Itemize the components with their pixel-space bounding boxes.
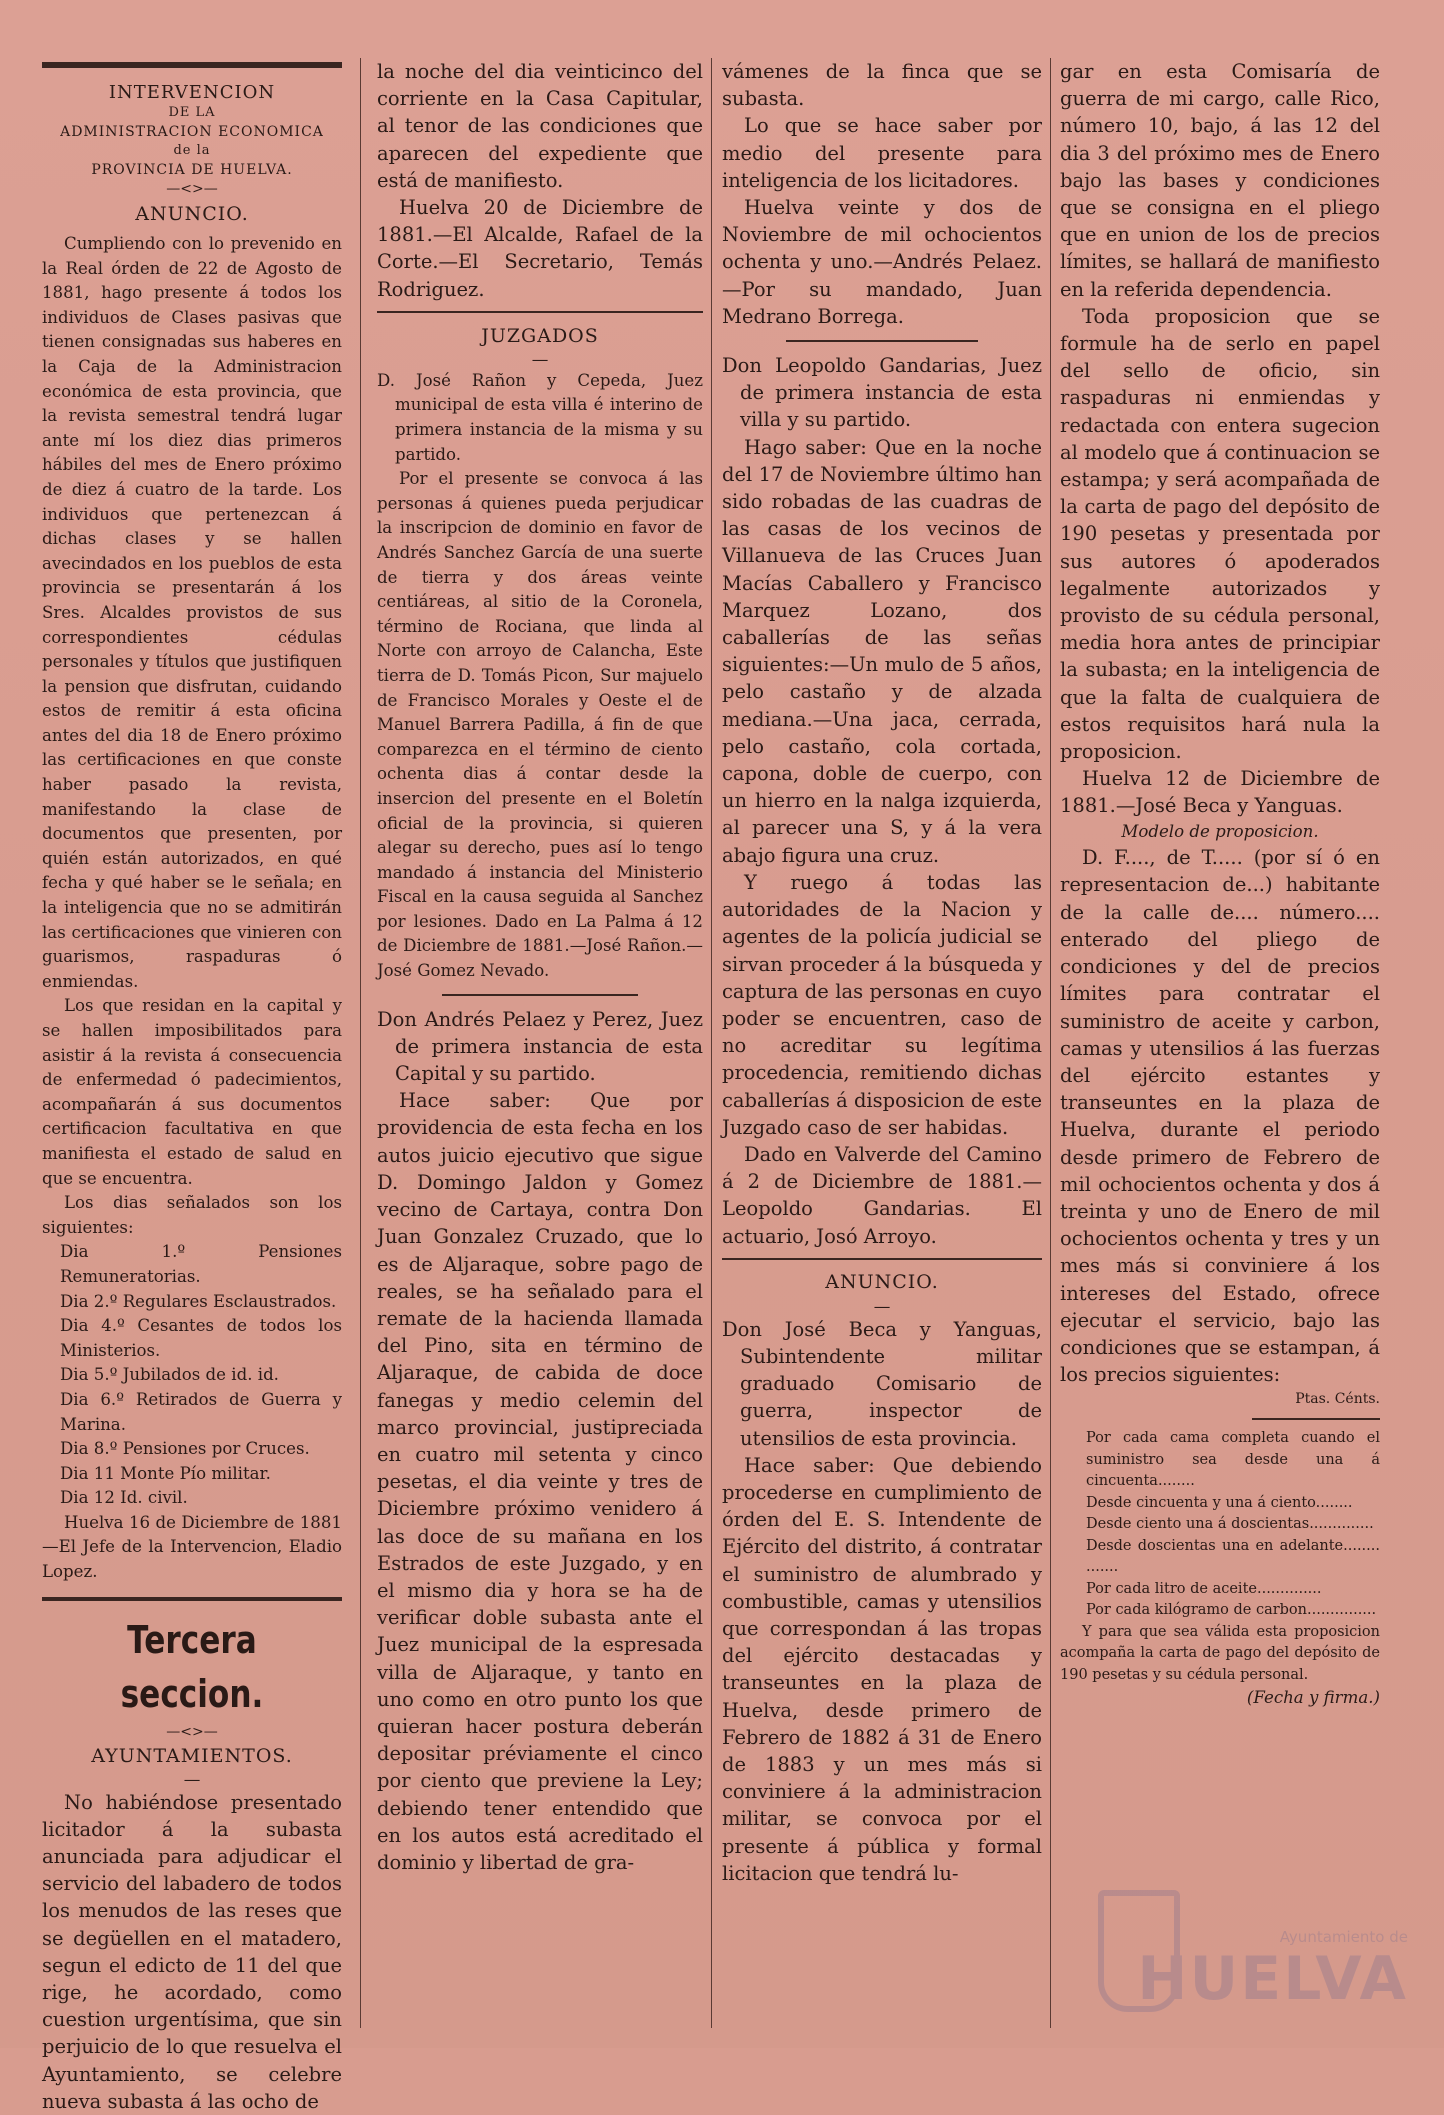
paragraph: Por el presente se convoca á las personas á quienes pueda perjudicar la inscripcion de dominio en favor de Andrés Sanchez García de una suerte de tierra y dos áreas veinte centiáreas, al sitio de la Coronela, término de Rociana, que linda al Norte con arroyo de Calancha, Este tierra de D. Tomás Picon, Sur majuelo de Francisco Morales y Oeste el de Manuel Barrera Padilla, á fin de que comparezca en el término de ciento ochenta dias á contar desde la insercion del presente en el Boletín oficial de la provincia, si quieren alegar su derecho, pues así lo tengo mandado á instancia del Ministerio Fiscal en la causa seguida al Sanchez por lesiones. Dado en La Palma á 12 de Diciembre de 1881.—José Rañon.—José Gomez Nevado. bbox=[377, 469, 703, 981]
signature: Dado en Valverde del Camino á 2 de Diciembre de 1881.—Leopoldo Gandarias. El actuario, Josó Arroyo. bbox=[722, 1142, 1042, 1248]
column-2: la noche del dia veinticinco del corriente en la Casa Capitular, al tenor de las condiciones que aparecen del expediente que está de manifiesto. Huelva 20 de Diciembre de 1881.—El Alcalde, Rafael de la Corte.—El Secretario, Temás Rodriguez. JUZGADOS — D. José Rañon y Cepeda, Juez municipal de esta villa é interino de primera instancia de la misma y su partido. Por el presente se convoca á las personas á quienes pueda perjudicar la inscripcion de dominio en favor de Andrés Sanchez García de una suerte de tierra y dos áreas veinte centiáreas, al sitio de la Coronela, término de Rociana, que linda al Norte con arroyo de Calancha, Este tierra de D. Tomás Picon, Sur majuelo de Francisco Morales y Oeste el de Manuel Barrera Padilla, á fin de que comparezca en el término de ciento ochenta dias á contar desde la insercion del presente en el Boletín oficial de la provincia, si quieren alegar su derecho, pues así lo tengo mandado á instancia del Ministerio Fiscal en la causa seguida al Sanchez por lesiones. Dado en La Palma á 12 de Diciembre de 1881.—José Rañon.—José Gomez Nevado. Don Andrés Pelaez y Perez, Juez de primera instancia de esta Capital y su partido. Hace saber: Que por providencia de esta fecha en los autos juicio ejecutivo que sigue D. Domingo Jaldon y Gomez vecino de Cartaya, contra Don Juan Gonzalez Cruzado, que lo es de Aljaraque, sobre pago de reales, se ha señalado para el remate de la hacienda llamada del Pino, sita en término de Aljaraque, de cabida de doce fanegas y medio celemin del marco provincial, justipreciada en cuatro mil setenta y cinco pesetas, el dia veinte y tres de Diciembre próximo venidero á las doce de su mañana en los Estrados de este Juzgado, y en el mismo dia y hora se ha de verificar doble subasta ante el Juez municipal de la espresada villa de Aljaraque, y tanto en uno como en otro punto los que quieran hacer postura deberán depositar préviamente el cinco por ciento que previene la Ley; debiendo tener entendido que en los autos está acreditado el dominio y libertad de gra- bbox=[377, 58, 703, 2048]
paragraph: gar en esta Comisaría de guerra de mi cargo, calle Rico, número 10, bajo, á las 12 del dia 3 del próximo mes de Enero bajo las bases y condiciones que se consigna en el pliego que en union de los de precios límites, se hallará de manifiesto en la referida dependencia. bbox=[1060, 60, 1380, 301]
section-header: INTERVENCION bbox=[108, 82, 276, 103]
signature-placeholder: (Fecha y firma.) bbox=[1246, 1688, 1380, 1708]
price-row: Desde cincuenta y una á ciento........ bbox=[1086, 1494, 1353, 1511]
price-row: Por cada kilógramo de carbon............... bbox=[1086, 1602, 1377, 1619]
paragraph: la noche del dia veinticinco del corriente en la Casa Capitular, al tenor de las condiciones que aparecen del expediente que está de manifiesto. bbox=[377, 60, 703, 192]
paragraph: Hago saber: Que en la noche del 17 de Noviembre último han sido robadas de las cuadras de las casas de los vecinos de Villanueva de las Cruces Juan Macías Caballero y Francisco Marquez Lozano, dos caballerías de las señas siguientes:—Un mulo de 5 años, pelo castaño y de alzada mediana.—Una jaca, cerrada, pelo castaño, cola cortada, capona, doble de cuerpo, con un hierro en la nalga izquierda, al parecer una S, y á la vera abajo figura una cruz. bbox=[722, 435, 1042, 867]
list-item: Dia 2.º Regulares Esclaustrados. bbox=[60, 1291, 337, 1311]
divider bbox=[722, 1258, 1042, 1260]
paragraph: D. F...., de T..... (por sí ó en representacion de...) habitante de la calle de.... número.... enterado del pliego de condiciones y del de precios límites para contratar el suministro de aceite y carbon, camas y utensilios á las fuerzas del ejército estantes y transeuntes en la plaza de Huelva, durante el periodo desde primero de Febrero de mil ochocientos ochenta y dos á treinta y uno de Enero de mil ochocientos ochenta y tres y un mes más si conviniere á los intereses del Estado, ofrece ejecutar el servicio, bajo las condiciones que se estampan, á los precios siguientes: bbox=[1060, 846, 1380, 1387]
column-rule bbox=[1050, 58, 1051, 2028]
list-item: Dia 5.º Jubilados de id. id. bbox=[60, 1365, 279, 1385]
paragraph: Cumpliendo con lo prevenido en la Real órden de 22 de Agosto de 1881, hago presente á todos los individuos de Clases pasivas que tienen consignadas sus haberes en la Caja de la Administracion económica de esta provincia, que la revista semestral tendrá lugar ante mí los diez dias primeros hábiles del mes de Enero próximo de diez á cuatro de la tarde. Los individuos que pertenezcan á dichas clases y se hallen avecindados en los pueblos de esta provincia se presentarán á los Sres. Alcaldes provistos de sus correspondientes cédulas personales y títulos que justifiquen la pension que disfrutan, cuidando estos de remitir á esta oficina antes del dia 18 de Enero próximo las certificaciones en que conste haber pasado la revista, manifestando la clase de documentos que presenten, por quién están autorizados, en qué fecha y qué haber se le señala; en la inteligencia que no se admitirán las certificaciones que vinieren con guarismos, raspaduras ó enmiendas. bbox=[42, 234, 342, 991]
divider bbox=[442, 994, 638, 996]
paragraph: Los dias señalados son los siguientes: bbox=[42, 1193, 342, 1237]
subsection-title: AYUNTAMIENTOS. bbox=[91, 1744, 293, 1767]
column-4 bbox=[1060, 58, 1380, 2048]
divider bbox=[42, 1597, 342, 1601]
list-item: Dia 6.º Retirados de Guerra y Marina. bbox=[60, 1389, 342, 1434]
announcement-heading: D. José Rañon y Cepeda, Juez municipal de esta villa é interino de primera instancia de la misma y su partido. bbox=[377, 370, 703, 464]
announcement-title: ANUNCIO. bbox=[825, 1270, 939, 1293]
signature: Huelva 20 de Diciembre de 1881.—El Alcalde, Rafael de la Corte.—El Secretario, Temás Rodriguez. bbox=[377, 196, 703, 301]
watermark-line2: HUELVA bbox=[1137, 1944, 1408, 2014]
price-row: Desde doscientas una en adelante........ ....... bbox=[1086, 1537, 1380, 1576]
column-1: INTERVENCION DE LA ADMINISTRACION ECONOMICA de la PROVINCIA DE HUELVA. —<>— ANUNCIO. Cumpliendo con lo prevenido en la Real órden de 22 de Agosto de 1881, hago presente á todos los individuos de Clases pasivas que tienen consignadas sus haberes en la Caja de la Administracion económica de esta provincia, que la revista semestral tendrá lugar ante mí los diez dias primeros hábiles del mes de Enero próximo de diez á cuatro de la tarde. Los individuos que pertenezcan á dichas clases y se hallen avecindados en los pueblos de esta provincia se presentarán á los Sres. Alcaldes provistos de sus correspondientes cédulas personales y títulos que justifiquen la pension que disfrutan, cuidando estos de remitir á esta oficina antes del dia 18 de Enero próximo las certificaciones en que conste haber pasado la revista, manifestando la clase de documentos que presenten, por quién están autorizados, en qué fecha y qué haber se le señala; en la inteligencia que no se admitirán las certificaciones que vinieren con guarismos, raspaduras ó enmiendas. Los que residan en la capital y se hallen imposibilitados para asistir á la revista á consecuencia de enfermedad ó padecimientos, acompañarán á sus documentos certificacion facultativa en que manifiesta el estado de salud en que se encuentra. Los dias señalados son los siguientes: Dia 1.º Pensiones Remuneratorias. Dia 2.º Regulares Esclaustrados. Dia 4.º Cesantes de todos los Ministerios. Dia 5.º Jubilados de id. id. Dia 6.º Retirados de Guerra y Marina. Dia 8.º Pensiones por Cruces. Dia 11 Monte Pío militar. Dia 12 Id. civil. Huelva 16 de Diciembre de 1881 —El Jefe de la Intervencion, Eladio Lopez. Tercera seccion. —<>— AYUNTAMIENTOS. — No habiéndose presentado licitador á la subasta anunciada para adjudicar el servicio del labadero de todos los menudos de las reses que se degüellen en el matadero, segun el edicto de 11 del que rige, he acordado, como cuestion urgentísima, que sin perjuicio de lo que resuelva el Ayuntamiento, se celebre nueva subasta á las ocho de bbox=[42, 58, 342, 2048]
divider bbox=[1252, 1418, 1380, 1420]
list-item: Dia 8.º Pensiones por Cruces. bbox=[60, 1439, 310, 1459]
price-row: Por cada litro de aceite.............. bbox=[1086, 1580, 1322, 1597]
list-item: Dia 1.º Pensiones Remuneratorias. bbox=[60, 1242, 342, 1286]
watermark-line1: Ayuntamiento de bbox=[1279, 1928, 1408, 1946]
paragraph: Y ruego á todas las autoridades de la Nacion y agentes de la policía judicial se sirvan proceder á la búsqueda y captura de las personas en cuyo poder se encuentren, caso de no acreditar su legítima procedencia, remitiendo dichas caballerías á disposicion de este Juzgado caso de ser habidas. bbox=[722, 870, 1042, 1139]
paragraph: Huelva veinte y dos de Noviembre de mil ochocientos ochenta y uno.—Andrés Pelaez.—Por su mandado, Juan Medrano Borrega. bbox=[722, 196, 1042, 328]
price-table bbox=[1086, 1428, 1380, 1622]
section-header-sub: ADMINISTRACION ECONOMICA bbox=[60, 124, 324, 140]
paragraph: Hace saber: Que por providencia de esta fecha en los autos juicio ejecutivo que sigue D. Domingo Jaldon y Gomez vecino de Cartaya, contra Don Juan Gonzalez Cruzado, que lo es de Aljaraque, sobre pago de reales, se ha señalado para el remate de la hacienda llamada del Pino, sita en término de Aljaraque, de cabida de doce fanegas y medio celemin del marco provincial, justipreciada en cuatro mil setenta y cinco pesetas, el dia veinte y tres de Diciembre próximo venidero á las doce de su mañana en los Estrados de este Juzgado, y en el mismo dia y hora se ha de verificar doble subasta ante el Juez municipal de la espresada villa de Aljaraque, y tanto en uno como en otro punto los que quieran hacer postura deberán depositar préviamente el cinco por ciento que previene la Ley; debiendo tener entendido que en los autos está acreditado el dominio y libertad de gra- bbox=[377, 1089, 703, 1874]
paragraph: Los que residan en la capital y se hallen imposibilitados para asistir á la revista á consecuencia de enfermedad ó padecimientos, acompañarán á sus documentos certificacion facultativa en que manifiesta el estado de salud en que se encuentra. bbox=[42, 996, 342, 1188]
announcement-title: ANUNCIO. bbox=[135, 203, 249, 225]
divider bbox=[786, 340, 978, 342]
section-title: JUZGADOS bbox=[481, 324, 599, 347]
price-row: Desde ciento una á doscientas.............. bbox=[1086, 1516, 1374, 1533]
section-header-sub: DE LA bbox=[168, 105, 216, 120]
section-title: Tercera seccion. bbox=[120, 1617, 264, 1716]
watermark-seal bbox=[1088, 1874, 1418, 2024]
paragraph: vámenes de la finca que se subasta. bbox=[722, 60, 1042, 111]
column-rule bbox=[360, 58, 361, 2028]
section-header-sub: de la bbox=[173, 143, 211, 158]
ornament: —<>— bbox=[166, 181, 218, 197]
price-row: Por cada cama completa cuando el suministro sea desde una á cincuenta........ bbox=[1086, 1430, 1380, 1490]
signature: Huelva 16 de Diciembre de 1881 —El Jefe de la Intervencion, Eladio Lopez. bbox=[42, 1512, 342, 1582]
days-list bbox=[60, 1240, 342, 1511]
announcement-heading: Don Leopoldo Gandarias, Juez de primera instancia de esta villa y su partido. bbox=[722, 354, 1042, 432]
paragraph: Lo que se hace saber por medio del presente para inteligencia de los licitadores. bbox=[722, 114, 1042, 192]
top-rule bbox=[42, 62, 342, 68]
paragraph: Y para que sea válida esta proposicion acompaña la carta de pago del depósito de 190 pesetas y su cédula personal. bbox=[1060, 1623, 1380, 1683]
list-item: Dia 4.º Cesantes de todos los Ministerios. bbox=[60, 1316, 342, 1360]
ornament: —<>— bbox=[166, 1723, 218, 1740]
announcement-heading: Don Andrés Pelaez y Perez, Juez de primera instancia de esta Capital y su partido. bbox=[377, 1007, 703, 1086]
paragraph: Hace saber: Que debiendo procederse en cumplimiento de órden del E. S. Intendente de Ejército del distrito, á contratar el suministro de alumbrado y combustible, camas y utensilios que correspondan á las tropas del ejército destacadas y transeuntes en la plaza de Huelva, desde primero de Febrero de 1882 á 31 de Enero de 1883 y un mes más si conviniere á la administracion militar, se convoca por el presente á pública y formal licitacion que tendrá lu- bbox=[722, 1453, 1042, 1885]
model-title: Modelo de proposicion. bbox=[1121, 821, 1319, 841]
list-item: Dia 12 Id. civil. bbox=[60, 1488, 188, 1508]
list-item: Dia 11 Monte Pío militar. bbox=[60, 1463, 271, 1483]
column-rule bbox=[711, 58, 712, 2028]
signature: Huelva 12 de Diciembre de 1881.—José Beca y Yanguas. bbox=[1060, 767, 1380, 818]
column-3: vámenes de la finca que se subasta. Lo que se hace saber por medio del presente para inteligencia de los licitadores. Huelva veinte y dos de Noviembre de mil ochocientos ochenta y uno.—Andrés Pelaez.—Por su mandado, Juan Medrano Borrega. Don Leopoldo Gandarias, Juez de primera instancia de esta villa y su partido. Hago saber: Que en la noche del 17 de Noviembre último han sido robadas de las cuadras de las casas de los vecinos de Villanueva de las Cruces Juan Macías Caballero y Francisco Marquez Lozano, dos caballerías de las señas siguientes:—Un mulo de 5 años, pelo castaño y de alzada mediana.—Una jaca, cerrada, pelo castaño, cola cortada, capona, doble de cuerpo, con un hierro en la nalga izquierda, al parecer una S, y á la vera abajo figura una cruz. Y ruego á todas las autoridades de la Nacion y agentes de la policía judicial se sirvan proceder á la búsqueda y captura de las personas en cuyo poder se encuentren, caso de no acreditar su legítima procedencia, remitiendo dichas caballerías á disposicion de este Juzgado caso de ser habidas. Dado en Valverde del Camino á 2 de Diciembre de 1881.—Leopoldo Gandarias. El actuario, Josó Arroyo. ANUNCIO. — Don José Beca y Yanguas, Subintendente militar graduado Comisario de guerra, inspector de utensilios de esta provincia. Hace saber: Que debiendo procederse en cumplimiento de órden del E. S. Intendente de Ejército del distrito, á contratar el suministro de alumbrado y combustible, camas y utensilios que correspondan á las tropas del ejército destacadas y transeuntes en la plaza de Huelva, desde primero de Febrero de 1882 á 31 de Enero de 1883 y un mes más si conviniere á la administracion militar, se convoca por el presente á pública y formal licitacion que tendrá lu- bbox=[722, 58, 1042, 2048]
section-header-sub: PROVINCIA DE HUELVA. bbox=[91, 162, 293, 178]
price-header: Ptas. Cénts. bbox=[1295, 1391, 1380, 1408]
announcement-heading: Don José Beca y Yanguas, Subintendente militar graduado Comisario de guerra, inspector de utensilios de esta provincia. bbox=[722, 1317, 1042, 1450]
divider bbox=[377, 311, 703, 313]
paragraph: Toda proposicion que se formule ha de serlo en papel del sello de oficio, sin raspaduras ni enmiendas y redactada con entera sugecion al modelo que á continuacion se estampa; y será acompañada de la carta de pago del depósito de 190 pesetas y presentada por sus autores ó apoderados legalmente autorizados y provisto de su cédula personal, media hora antes de principiar la subasta; en la inteligencia de que la falta de cualquiera de estos requisitos hará nula la proposicion. bbox=[1060, 304, 1380, 764]
paragraph: No habiéndose presentado licitador á la subasta anunciada para adjudicar el servicio del labadero de todos los menudos de las reses que se degüellen en el matadero, segun el edicto de 11 del que rige, he acordado, como cuestion urgentísima, que sin perjuicio de lo que resuelva el Ayuntamiento, se celebre nueva subasta á las ocho de bbox=[42, 1790, 342, 2113]
